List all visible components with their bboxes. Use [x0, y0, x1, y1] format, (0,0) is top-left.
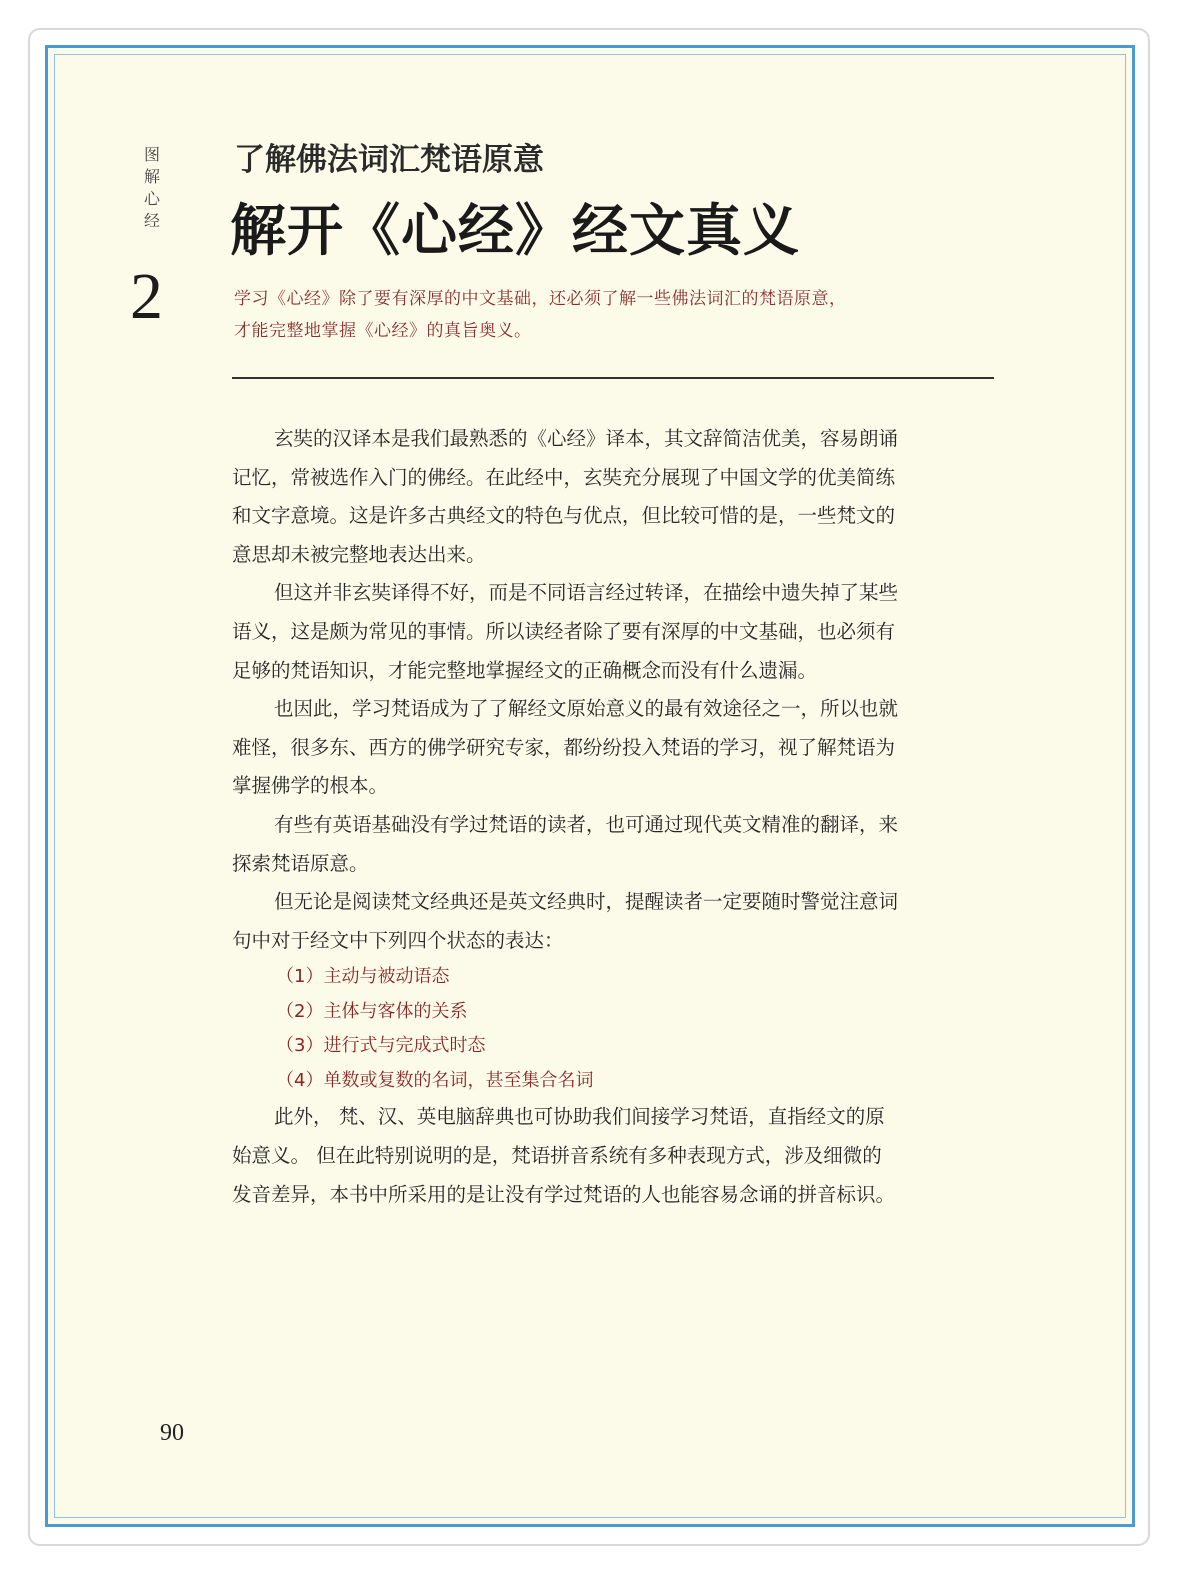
side-label-char: 图 [143, 145, 160, 164]
paragraph-line: 记忆，常被选作入门的佛经。在此经中，玄奘充分展现了中国文学的优美简练 [232, 465, 896, 489]
list-item: （4）单数或复数的名词，甚至集合名词 [276, 1069, 594, 1091]
paragraph-line: 语义，这是颇为常见的事情。所以读经者除了要有深厚的中文基础，也必须有 [232, 619, 896, 643]
side-running-title [140, 144, 164, 232]
paragraph-line: 此外， 梵、汉、英电脑辞典也可协助我们间接学习梵语，直指经文的原 [274, 1105, 885, 1129]
side-label-char: 心 [143, 189, 160, 208]
paragraph-line: 探索梵语原意。 [232, 851, 369, 875]
paragraph-line: 足够的梵语知识，才能完整地掌握经文的正确概念而没有什么遗漏。 [232, 658, 818, 682]
paragraph-line: 始意义。 但在此特别说明的是，梵语拼音系统有多种表现方式，涉及细微的 [232, 1143, 882, 1167]
side-label-char: 解 [143, 167, 160, 186]
page-number: 90 [160, 1420, 184, 1446]
chapter-number: 2 [130, 260, 163, 333]
lead-line: 才能完整地掌握《心经》的真旨奥义。 [234, 321, 532, 341]
section-subtitle: 了解佛法词汇梵语原意 [234, 142, 544, 178]
lead-line: 学习《心经》除了要有深厚的中文基础，还必须了解一些佛法词汇的梵语原意， [234, 289, 847, 309]
body-text [232, 420, 998, 1214]
paragraph-line: 玄奘的汉译本是我们最熟悉的《心经》译本，其文辞简洁优美，容易朗诵 [274, 427, 899, 450]
list-item: （1）主动与被动语态 [276, 966, 450, 988]
paragraph-line: 难怪，很多东、西方的佛学研究专家，都纷纷投入梵语的学习，视了解梵语为 [232, 735, 896, 759]
paragraph-line: 掌握佛学的根本。 [232, 774, 389, 798]
paragraph-line: 有些有英语基础没有学过梵语的读者，也可通过现代英文精准的翻译，来 [274, 812, 899, 836]
list-item: （2）主体与客体的关系 [276, 1000, 468, 1022]
title-divider [232, 377, 994, 379]
paragraph-line: 也因此，学习梵语成为了了解经文原始意义的最有效途径之一，所以也就 [274, 697, 899, 721]
paragraph-line: 句中对于经文中下列四个状态的表达： [232, 928, 564, 952]
paragraph-line: 意思却未被完整地表达出来。 [232, 542, 486, 566]
paragraph-line: 和文字意境。这是许多古典经文的特色与优点，但比较可惜的是，一些梵文的 [232, 504, 896, 528]
section-title: 解开《心经》经文真义 [230, 198, 800, 264]
lead-paragraph [234, 283, 1004, 347]
side-label-char: 经 [143, 211, 160, 230]
paragraph-line: 发音差异，本书中所采用的是让没有学过梵语的人也能容易念诵的拼音标识。 [232, 1182, 896, 1206]
list-item: （3）进行式与完成式时态 [276, 1035, 486, 1057]
paragraph-line: 但这并非玄奘译得不好，而是不同语言经过转译，在描绘中遗失掉了某些 [274, 581, 899, 605]
paragraph-line: 但无论是阅读梵文经典还是英文经典时，提醒读者一定要随时警觉注意词 [274, 890, 899, 914]
